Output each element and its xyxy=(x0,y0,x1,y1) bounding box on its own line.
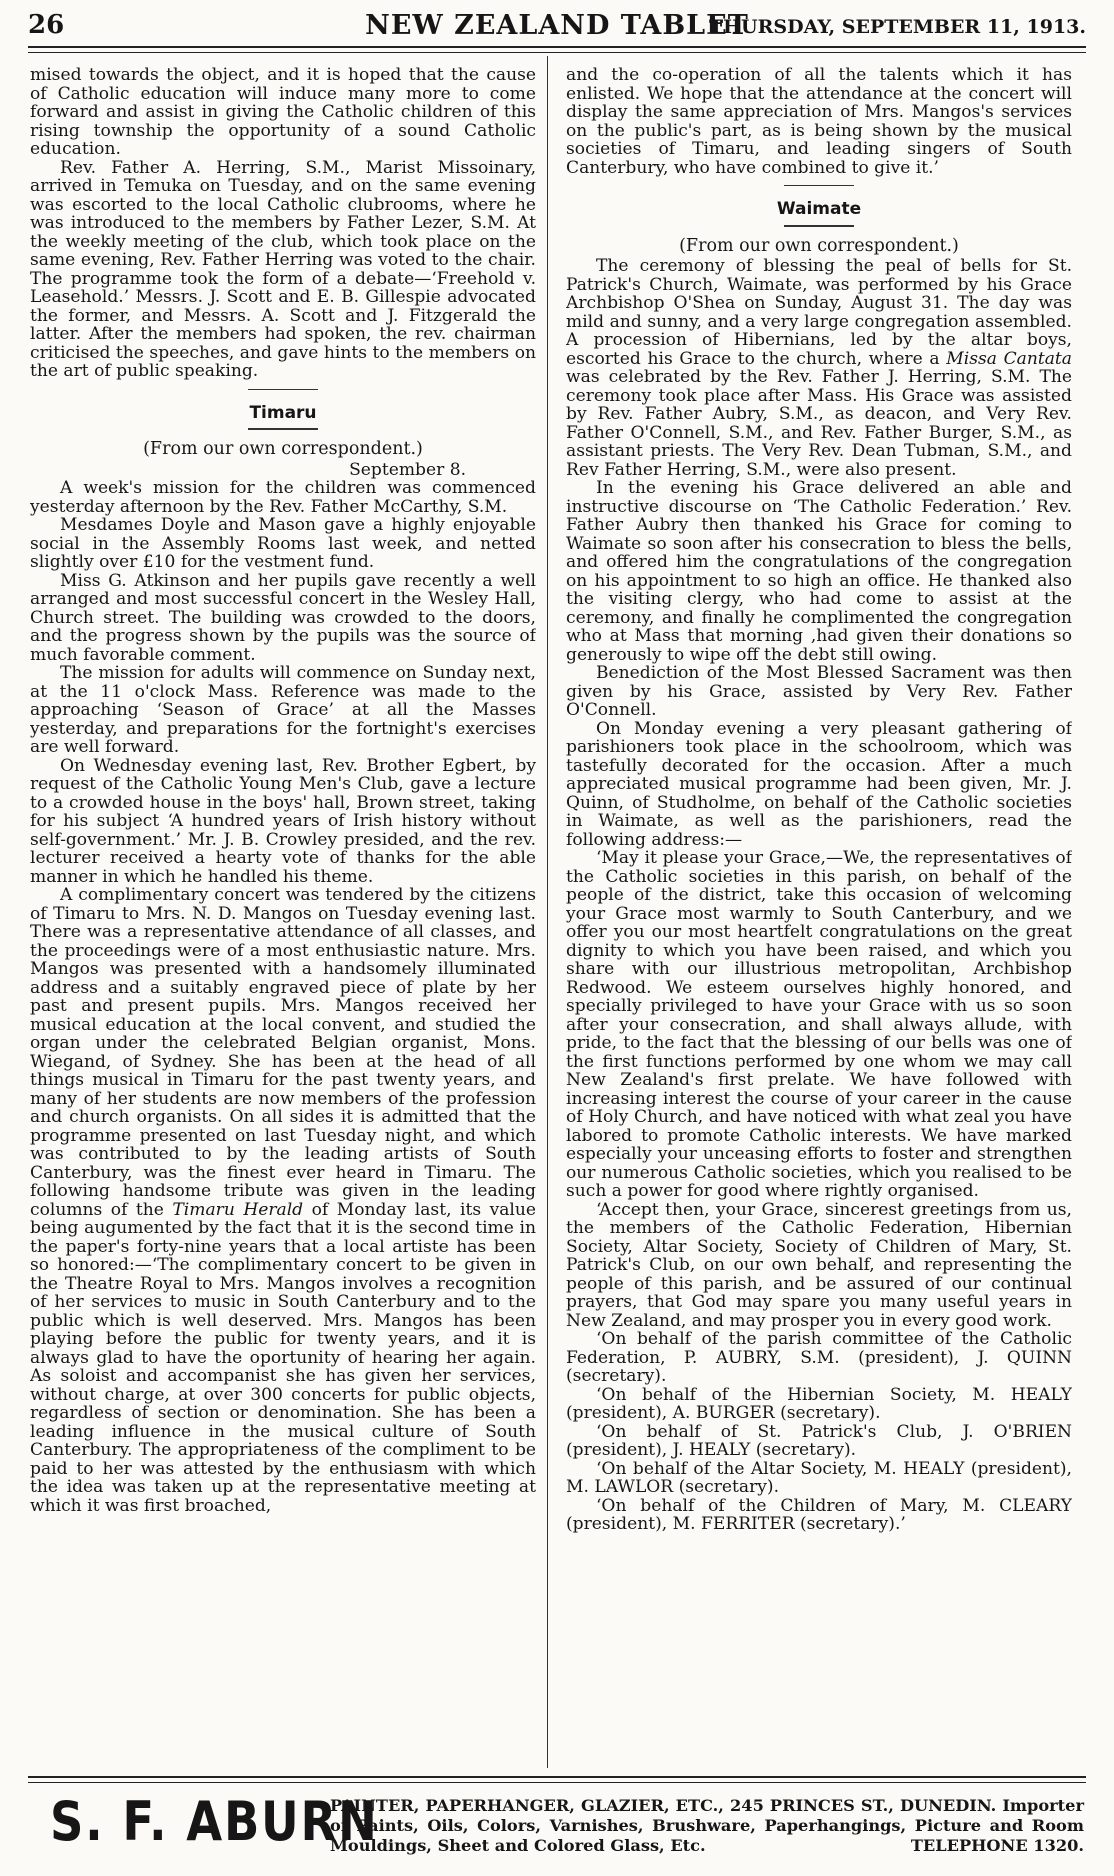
signature-line: ‘On behalf of the Hibernian Society, M. HEALY (president), A. BURGER (secretary). xyxy=(566,1384,1072,1423)
signature-line: ‘On behalf of St. Patrick's Club, J. O'BRIEN (president), J. HEALY (secretary). xyxy=(566,1421,1072,1460)
text-run: The ceremony of blessing the peal of bells for St. Patrick's Church, Waimate, was performed by his Grace Archbishop O'Shea on Sunday, August 31. The day was mild and sunny, and a very large congregation assembled. A procession of Hibernians, led by the altar boys, escorted his Grace to the church, where a xyxy=(566,256,1072,369)
article-paragraph: Benediction of the Most Blessed Sacrament was then given by his Grace, assisted by Very Rev. Father O'Connell. xyxy=(566,663,1072,720)
text-run: was celebrated by the Rev. Father J. Herring, S.M. The ceremony took place after Mass. His Grace was assisted by Rev. Father Aubry, S.M., as deacon, and Very Rev. Father O'Connell, S.M., and Rev. Father Burger, S.M., as assistant priests. The Very Rev. Dean Tubman, S.M., and Rev Father Herring, S.M., were also present. xyxy=(566,367,1072,480)
article-paragraph: On Wednesday evening last, Rev. Brother Egbert, by request of the Catholic Young Men's Club, gave a lecture to a crowded house in the boys' hall, Brown street, taking for his subject ‘A hundred years of Irish history without self-government.’ Mr. J. B. Crowley presided, and the rev. lecturer received a hearty vote of thanks for the able manner in which he handled his theme. xyxy=(30,755,536,887)
page-header xyxy=(28,10,1086,42)
column-divider xyxy=(547,56,548,1768)
advertisement xyxy=(28,1786,1086,1872)
section-rule xyxy=(248,428,318,430)
article-paragraph: On Monday evening a very pleasant gathering of parishioners took place in the schoolroom, which was tastefully decorated for the occasion. After a much appreciated musical programme had been given, Mr. J. Quinn, of Studholme, on behalf of the Catholic societies in Waimate, as well as the parishioners, read the following address:— xyxy=(566,718,1072,850)
advert-body: PAINTER, PAPERHANGER, GLAZIER, ETC., 245 PRINCES ST., DUNEDIN. Importer of Paints, Oils, Colors, Varnishes, Brushware, Paperhangings, Picture and Room Mouldings, Sheet and Colored Glass, Etc. xyxy=(330,1796,1084,1855)
article-paragraph: A week's mission for the children was commenced yesterday afternoon by the Rev. Father McCarthy, S.M. xyxy=(30,478,536,517)
section-rule xyxy=(784,185,854,186)
dateline: September 8. xyxy=(349,459,466,480)
advert-rule xyxy=(28,1776,1086,1783)
text-run: of Monday last, its value being augumented by the fact that it is the second time in the paper's forty-nine years that a local artiste has been so honored:—‘The complimentary concert to be given in the Theatre Royal to Mrs. Mangos involves a recognition of her services to music in South Canterbury and to the public which is well deserved. Mrs. Mangos has been playing before the public for twenty years, and it is always glad to have the oportunity of hearing her again. As soloist and accompanist she has given her services, without charge, at over 300 concerts for public objects, regardless of section or denomination. She has been a leading influence in the musical culture of South Canterbury. The appropriateness of the compliment to be paid to her was attested by the enthusiasm with which the idea was taken up at the representative meeting at which it was first broached, xyxy=(30,1199,536,1516)
header-rule xyxy=(28,46,1086,53)
signature-line: ‘On behalf of the parish committee of the Catholic Federation, P. AUBRY, S.M. (president), J. QUINN (secretary). xyxy=(566,1329,1072,1386)
section-heading-timaru: Timaru xyxy=(249,402,317,423)
text-run: A complimentary concert was tendered by the citizens of Timaru to Mrs. N. D. Mangos on Tuesday evening last. There was a representative attendance of all classes, and the proceedings were of a most enthusiastic nature. Mrs. Mangos was presented with a handsomely illuminated address and a suitably engraved piece of plate by her past and present pupils. Mrs. Mangos received her musical education at the local convent, and studied the organ under the celebrated Belgian organist, Mons. Wiegand, of Sydney. She has been at the head of all things musical in Timaru for the past twenty years, and many of her students are now members of the profession and church organists. On all sides it is admitted that the programme presented on last Tuesday night, and which was contributed to by the leading artists of South Canterbury, was the finest ever heard in Timaru. The following handsome tribute was given in the leading columns of the xyxy=(30,885,536,1220)
correspondent-line: (From our own correspondent.) xyxy=(143,439,423,459)
article-paragraph: In the evening his Grace delivered an able and instructive discourse on ‘The Catholic Federation.’ Rev. Father Aubry then thanked his Grace for coming to Waimate so soon after his consecration to bless the bells, and offered him the congratulations of the congregation on his appointment to so high an office. He thanked also the visiting clergy, who had come to assist at the ceremony, and finally he complimented the congregation who at Mass that morning ,had given their donations so generously to wipe off the debt still owing. xyxy=(566,478,1072,665)
right-column xyxy=(566,66,1072,1766)
article-paragraph xyxy=(566,257,1072,479)
address-paragraph: ‘Accept then, your Grace, sincerest greetings from us, the members of the Catholic Federation, Hibernian Society, Altar Society, Society of Children of Mary, St. Patrick's Club, on our own behalf, and representing the people of this parish, and be assured of our continual prayers, that God may spare you many useful years in New Zealand, and may prosper you in every good work. xyxy=(566,1199,1072,1331)
advert-text xyxy=(330,1796,1084,1856)
article-paragraph: The mission for adults will commence on Sunday next, at the 11 o'clock Mass. Reference was made to the approaching ‘Season of Grace’ at all the Masses yesterday, and preparations for the fortnight's exercises are well forward. xyxy=(30,663,536,757)
article-paragraph: and the co-operation of all the talents which it has enlisted. We hope that the attendance at the concert will display the same appreciation of Mrs. Mangos's services on the public's part, as is being shown by the musical societies of Timaru, and leading singers of South Canterbury, who have combined to give it.’ xyxy=(566,66,1072,178)
latin-phrase: Missa Cantata xyxy=(946,348,1072,369)
article-paragraph: Miss G. Atkinson and her pupils gave recently a well arranged and most successful concert in the Wesley Hall, Church street. The building was crowded to the doors, and the progress shown by the pupils was the source of much favorable comment. xyxy=(30,570,536,665)
masthead-title: NEW ZEALAND TABLET xyxy=(365,10,749,41)
article-paragraph: Mesdames Doyle and Mason gave a highly enjoyable social in the Assembly Rooms last week, and netted slightly over £10 for the vestment fund. xyxy=(30,515,536,572)
article-paragraph: Rev. Father A. Herring, S.M., Marist Missoinary, arrived in Temuka on Tuesday, and on the same evening was escorted to the local Catholic clubrooms, where he was introduced to the members by Father Lezer, S.M. At the weekly meeting of the club, which took place on the same evening, Rev. Father Herring was voted to the chair. The programme took the form of a debate—‘Freehold v. Leasehold.’ Messrs. J. Scott and E. B. Gillespie advocated the former, and Messrs. A. Scott and J. Fitzgerald the latter. After the members had spoken, the rev. chairman criticised the speeches, and gave hints to the members on the art of public speaking. xyxy=(30,157,536,381)
section-heading-waimate: Waimate xyxy=(776,199,862,219)
article-paragraph xyxy=(30,886,536,1515)
signature-line: ‘On behalf of the Altar Society, M. HEALY (president), M. LAWLOR (secretary). xyxy=(566,1458,1072,1497)
left-column xyxy=(30,66,536,1766)
issue-date: THURSDAY, SEPTEMBER 11, 1913. xyxy=(708,16,1086,38)
advert-telephone: TELEPHONE 1320. xyxy=(910,1836,1084,1855)
page-number: 26 xyxy=(28,10,65,40)
newspaper-title: Timaru Herald xyxy=(172,1199,304,1220)
section-rule xyxy=(248,389,318,390)
address-paragraph: ‘May it please your Grace,—We, the representatives of the Catholic societies in this parish, on behalf of the people of the district, take this occasion of welcoming your Grace most warmly to South Canterbury, and we offer you our most heartfelt congratulations on the great dignity to which you have been raised, and which you share with our illustrious metropolitan, Archbishop Redwood. We esteem ourselves highly honored, and specially privileged to have your Grace with us so soon after your consecration, and shall always allude, with pride, to the fact that the blessing of our bells was one of the first functions performed by one whom we may call New Zealand's first prelate. We have followed with increasing interest the course of your career in the cause of Holy Church, and have noticed with what zeal you have labored to promote Catholic interests. We have marked especially your unceasing efforts to foster and strengthen our numerous Catholic societies, which you realised to be such a power for good where rightly organised. xyxy=(566,848,1072,1201)
signature-line: ‘On behalf of the Children of Mary, M. CLEARY (president), M. FERRITER (secretary).’ xyxy=(566,1495,1072,1534)
advertiser-name: S. F. ABURN xyxy=(50,1790,379,1853)
section-rule xyxy=(784,225,854,227)
article-paragraph: mised towards the object, and it is hoped that the cause of Catholic education will induce many more to come forward and assist in giving the Catholic children of this rising township the opportunity of a sound Catholic education. xyxy=(30,66,536,159)
correspondent-line: (From our own correspondent.) xyxy=(679,235,959,256)
